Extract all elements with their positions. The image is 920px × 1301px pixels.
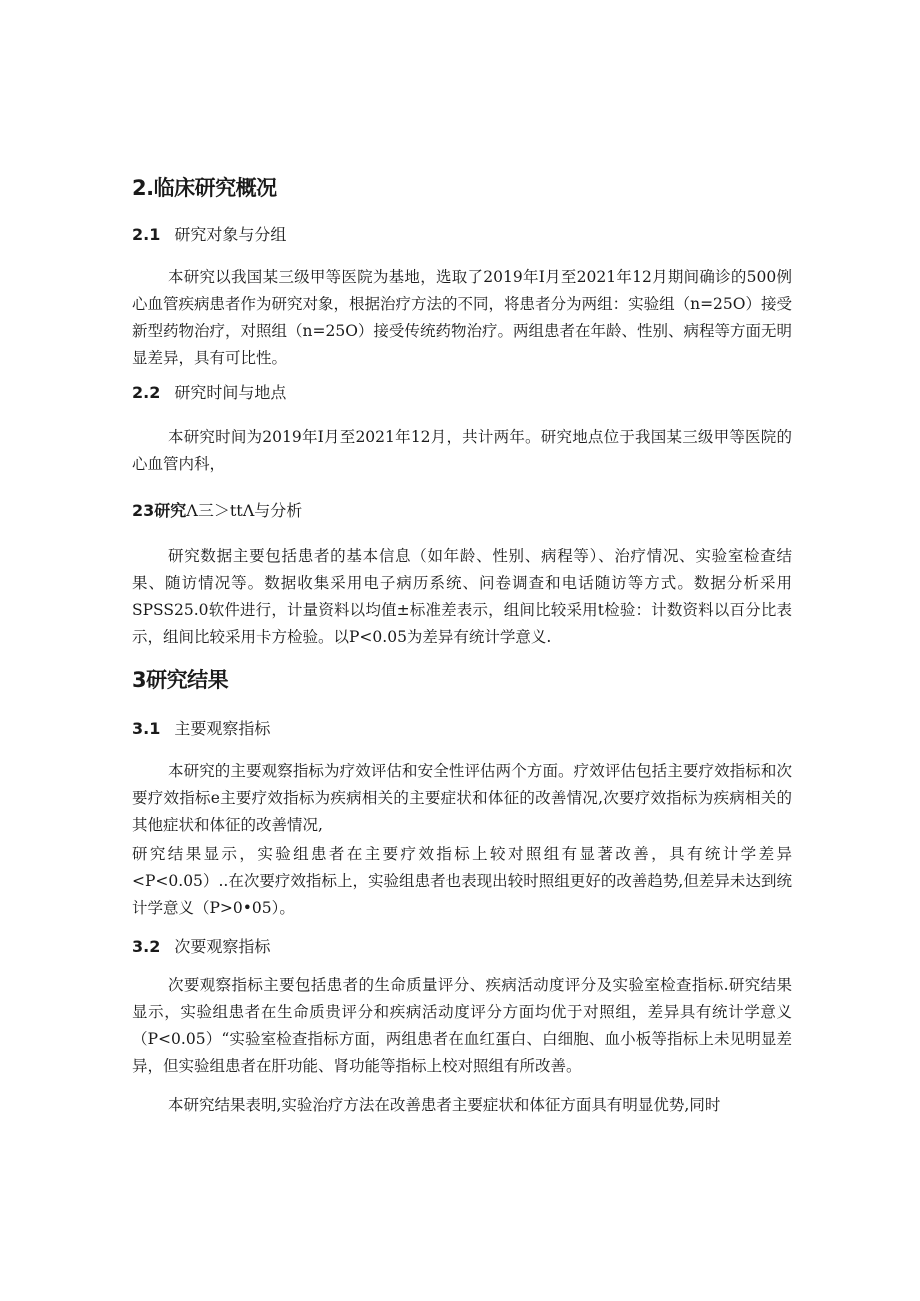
- section-2-3-number: 23研究: [132, 501, 187, 520]
- section-2-2-paragraph: 本研究时间为2019年I月至2021年12月，共计两年。研究地点位于我国某三级甲等医院的心血管内科，: [132, 428, 792, 473]
- section-3-1-paragraph-2: 研究结果显示，实验组患者在主要疗效指标上较对照组有显著改善，具有统计学差异<P<0.05）..在次要疗效指标上，实验组患者也表现出较时照组更好的改善趋势,但差异未达到统计学意义（P>0•05）。: [132, 845, 792, 917]
- section-3-title: 3研究结果: [132, 668, 229, 692]
- section-2-1-title: 研究对象与分组: [174, 225, 287, 244]
- section-2-3-title: Λ三＞ttΛ与分析: [186, 501, 303, 520]
- section-2-2-title: 研究时间与地点: [174, 383, 287, 402]
- section-3-2-paragraph: 次要观察指标主要包括患者的生命质量评分、疾病活动度评分及实验室检查指标.研究结果显示，实验组患者在生命质贵评分和疾病活动度评分方面均优于对照组，差异具有统计学意义（P<0.05）“实验室检查指标方面，两组患者在血红蛋白、白细胞、血小板等指标上未见明显差异，但实验组患者在肝功能、肾功能等指标上校对照组有所改善。: [132, 976, 792, 1075]
- section-2-3-paragraph: 研究数据主要包括患者的基本信息（如年龄、性别、病程等）、治疗情况、实验室检查结果、随访情况等。数据收集采用电子病历系统、问卷调查和电话随访等方式。数据分析采用SPSS25.0软件进行，计量资料以均值±标准差表示，组间比较采用t检验：计数资料以百分比表示，组间比较采用卡方检验。以P<0.05为差异有统计学意义.: [132, 547, 792, 646]
- section-3-conclusion-paragraph: 本研究结果表明,实验治疗方法在改善患者主要症状和体征方面具有明显优势,同时: [168, 1096, 721, 1114]
- section-2-1-number: 2.1: [132, 225, 161, 244]
- section-3-1-title: 主要观察指标: [174, 719, 271, 738]
- section-3-2-number: 3.2: [132, 937, 161, 956]
- section-2-1-heading: [132, 222, 792, 245]
- section-2-1-paragraph: 本研究以我国某三级甲等医院为基地，选取了2019年I月至2021年12月期间确诊的500例心血管疾病患者作为研究对象，根据治疗方法的不同，将患者分为两组：实验组（n=25O）接受新型药物治疗，对照组（n=25O）接受传统药物治疗。两组患者在年龄、性别、病程等方面无明显差异，具有可比性。: [132, 268, 792, 367]
- section-2-2-heading: [132, 380, 792, 403]
- section-2-2-number: 2.2: [132, 383, 161, 402]
- section-3-1-heading: [132, 716, 792, 739]
- section-3-2-heading: [132, 934, 792, 957]
- section-2-title: 2.临床研究概况: [132, 176, 277, 200]
- section-3-1-paragraph-1: 本研究的主要观察指标为疗效评估和安全性评估两个方面。疗效评估包括主要疗效指标和次要疗效指标e主要疗效指标为疾病相关的主要症状和体征的改善情况,次要疗效指标为疾病相关的其他症状和体征的改善情况,: [132, 762, 792, 834]
- section-2-3-heading: [132, 498, 792, 521]
- section-3-1-number: 3.1: [132, 719, 161, 738]
- section-3-2-title: 次要观察指标: [174, 937, 271, 956]
